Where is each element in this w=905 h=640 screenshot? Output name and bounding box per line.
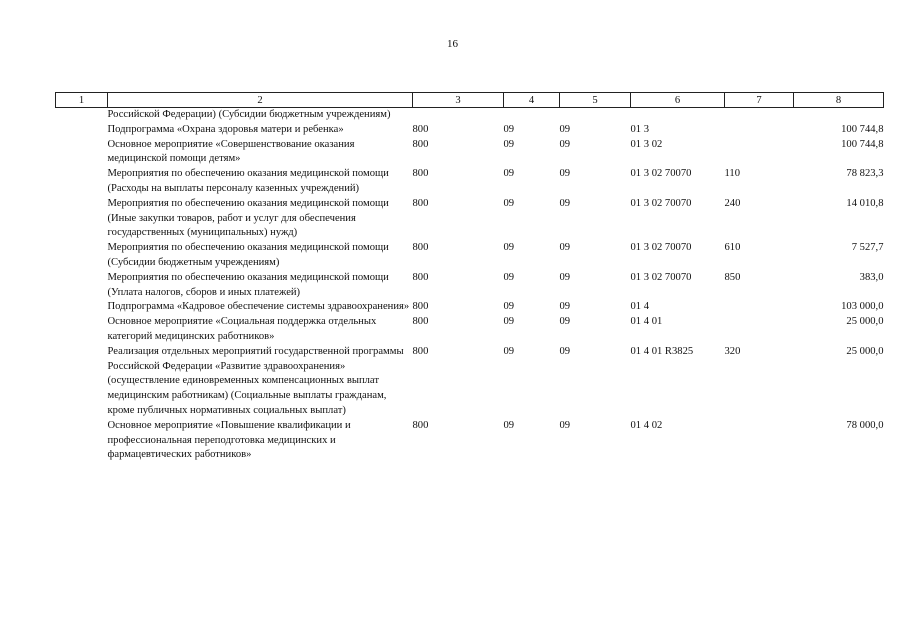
row-csr-cell: 01 3 bbox=[630, 123, 650, 135]
page-number: 16 bbox=[447, 38, 458, 50]
row-sum-cell: 7 527,7 bbox=[851, 242, 884, 254]
row-name-cell: Российской Федерации) (Субсидии бюджетным учреждениям) bbox=[107, 109, 391, 120]
row-pr-cell: 09 bbox=[559, 316, 571, 328]
row-vr-cell bbox=[725, 419, 794, 463]
row-name-cell: Подпрограмма «Кадровое обеспечение системы здравоохранения» bbox=[107, 301, 410, 313]
row-code-cell bbox=[56, 108, 108, 123]
row-rz-cell: 09 bbox=[503, 197, 515, 209]
row-vr-cell: 610 bbox=[724, 242, 741, 254]
row-code-cell bbox=[56, 345, 108, 419]
table-row bbox=[56, 300, 884, 315]
row-sum-cell: 14 010,8 bbox=[846, 197, 884, 209]
table-row bbox=[56, 315, 884, 345]
row-ved-cell: 800 bbox=[412, 123, 429, 135]
row-code-cell bbox=[56, 315, 108, 345]
row-ved-cell bbox=[413, 108, 504, 123]
row-code-cell bbox=[56, 123, 108, 138]
row-csr-cell: 01 3 02 70070 bbox=[630, 242, 692, 254]
row-ved-cell: 800 bbox=[412, 301, 429, 313]
row-sum-cell: 78 000,0 bbox=[846, 419, 884, 431]
row-ved-cell: 800 bbox=[412, 242, 429, 254]
row-vr-cell bbox=[725, 300, 794, 315]
row-vr-cell: 110 bbox=[724, 168, 740, 180]
row-sum-cell: 78 823,3 bbox=[846, 168, 884, 180]
column-header-4: 4 bbox=[504, 93, 560, 108]
table-row bbox=[56, 419, 884, 463]
row-name-cell: Реализация отдельных мероприятий государственной программы Российской Федерации «Развитие здравоохранения» (осуществление единовременных компенсационных выплат медицинским работникам) (Социальные выплаты гражданам, кроме публичных нормативных социальных выплат) bbox=[107, 345, 404, 416]
row-csr-cell: 01 3 02 bbox=[630, 138, 663, 150]
row-rz-cell bbox=[504, 108, 560, 123]
row-code-cell bbox=[56, 271, 108, 301]
row-ved-cell: 800 bbox=[412, 419, 429, 431]
row-csr-cell: 01 4 01 bbox=[630, 316, 663, 328]
table-body bbox=[56, 108, 884, 464]
column-header-6: 6 bbox=[631, 93, 725, 108]
row-name-cell: Основное мероприятие «Социальная поддержка отдельных категорий медицинских работников» bbox=[107, 316, 377, 342]
table-row bbox=[56, 271, 884, 301]
row-name-cell: Мероприятия по обеспечению оказания медицинской помощи (Субсидии бюджетным учреждениям) bbox=[107, 242, 389, 268]
row-vr-cell bbox=[725, 108, 794, 123]
budget-table bbox=[55, 92, 884, 463]
row-vr-cell bbox=[725, 138, 794, 168]
column-header-2: 2 bbox=[108, 93, 413, 108]
row-pr-cell: 09 bbox=[559, 138, 571, 150]
row-rz-cell: 09 bbox=[503, 419, 515, 431]
row-code-cell bbox=[56, 241, 108, 271]
row-code-cell bbox=[56, 197, 108, 241]
column-header-8: 8 bbox=[794, 93, 884, 108]
row-name-cell: Мероприятия по обеспечению оказания медицинской помощи (Расходы на выплаты персоналу казенных учреждений) bbox=[107, 168, 389, 194]
row-pr-cell: 09 bbox=[559, 301, 571, 313]
row-code-cell bbox=[56, 167, 108, 197]
row-sum-cell: 103 000,0 bbox=[841, 301, 884, 313]
row-vr-cell bbox=[725, 315, 794, 345]
row-pr-cell: 09 bbox=[559, 168, 571, 180]
row-pr-cell: 09 bbox=[559, 197, 571, 209]
row-ved-cell: 800 bbox=[412, 138, 429, 150]
row-pr-cell: 09 bbox=[559, 419, 571, 431]
row-rz-cell: 09 bbox=[503, 242, 515, 254]
row-rz-cell: 09 bbox=[503, 138, 515, 150]
row-sum-cell bbox=[794, 108, 884, 123]
row-ved-cell: 800 bbox=[412, 316, 429, 328]
row-csr-cell: 01 3 02 70070 bbox=[630, 168, 692, 180]
column-header-7: 7 bbox=[725, 93, 794, 108]
row-pr-cell bbox=[560, 108, 631, 123]
row-vr-cell: 320 bbox=[724, 345, 741, 357]
row-rz-cell: 09 bbox=[503, 316, 515, 328]
row-name-cell: Подпрограмма «Охрана здоровья матери и ребенка» bbox=[107, 123, 344, 135]
row-pr-cell: 09 bbox=[559, 271, 571, 283]
row-sum-cell: 100 744,8 bbox=[841, 138, 884, 150]
header-row bbox=[56, 93, 884, 108]
row-csr-cell bbox=[631, 108, 725, 123]
row-code-cell bbox=[56, 419, 108, 463]
row-code-cell bbox=[56, 300, 108, 315]
row-vr-cell: 240 bbox=[724, 197, 741, 209]
row-pr-cell: 09 bbox=[559, 123, 571, 135]
row-code-cell bbox=[56, 138, 108, 168]
row-csr-cell: 01 4 01 R3825 bbox=[630, 345, 694, 357]
table-row bbox=[56, 123, 884, 138]
row-ved-cell: 800 bbox=[412, 197, 429, 209]
row-rz-cell: 09 bbox=[503, 168, 515, 180]
column-header-3: 3 bbox=[413, 93, 504, 108]
row-rz-cell: 09 bbox=[503, 271, 515, 283]
row-ved-cell: 800 bbox=[412, 271, 429, 283]
row-vr-cell bbox=[725, 123, 794, 138]
row-rz-cell: 09 bbox=[503, 301, 515, 313]
row-rz-cell: 09 bbox=[503, 345, 515, 357]
table-row bbox=[56, 345, 884, 419]
row-pr-cell: 09 bbox=[559, 345, 571, 357]
table-row bbox=[56, 138, 884, 168]
row-sum-cell: 100 744,8 bbox=[841, 123, 884, 135]
row-name-cell: Мероприятия по обеспечению оказания медицинской помощи (Уплата налогов, сборов и иных платежей) bbox=[107, 271, 389, 298]
column-header-5: 5 bbox=[560, 93, 631, 108]
table-row bbox=[56, 241, 884, 271]
row-csr-cell: 01 4 bbox=[630, 301, 650, 313]
row-name-cell: Мероприятия по обеспечению оказания медицинской помощи (Иные закупки товаров, работ и услуг для обеспечения государственных (муниципальных) нужд) bbox=[107, 197, 389, 239]
table-row bbox=[56, 108, 884, 123]
row-csr-cell: 01 3 02 70070 bbox=[630, 271, 692, 283]
row-sum-cell: 383,0 bbox=[859, 271, 884, 283]
row-rz-cell: 09 bbox=[503, 123, 515, 135]
row-ved-cell: 800 bbox=[412, 345, 429, 357]
row-csr-cell: 01 3 02 70070 bbox=[630, 197, 692, 209]
row-vr-cell: 850 bbox=[724, 271, 741, 283]
row-sum-cell: 25 000,0 bbox=[846, 345, 884, 357]
row-name-cell: Основное мероприятие «Повышение квалификации и профессиональная переподготовка медицинских и фармацевтических работников» bbox=[107, 419, 351, 461]
row-name-cell: Основное мероприятие «Совершенствование оказания медицинской помощи детям» bbox=[107, 138, 355, 165]
table-row bbox=[56, 167, 884, 197]
column-header-1: 1 bbox=[56, 93, 108, 108]
row-ved-cell: 800 bbox=[412, 168, 429, 180]
row-sum-cell: 25 000,0 bbox=[846, 316, 884, 328]
table-row bbox=[56, 197, 884, 241]
row-csr-cell: 01 4 02 bbox=[630, 419, 663, 431]
row-pr-cell: 09 bbox=[559, 242, 571, 254]
